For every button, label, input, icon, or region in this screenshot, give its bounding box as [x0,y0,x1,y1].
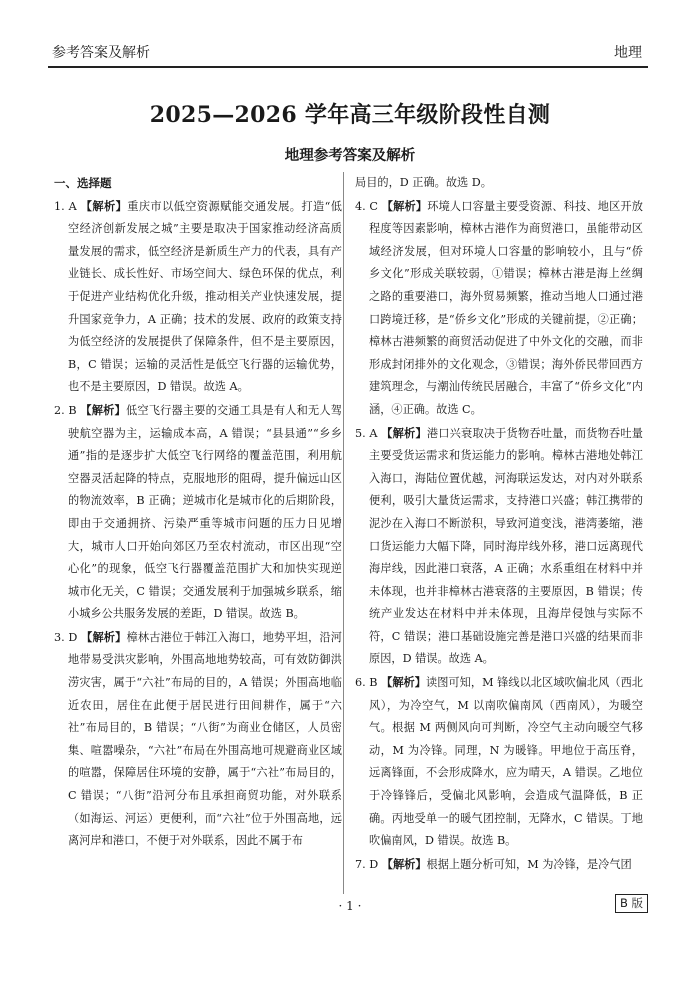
item-number: 1. A [54,199,77,213]
item-text: 环境人口容量主要受资源、科技、地区开放程度等因素影响，樟林古港作为商贸港口，虽能带动区域经济发展，但对环境人口容量的影响较小，且与“侨乡文化”形成关联较弱，①错误；樟林古港是海上丝绸之路的重要港口，海外贸易频繁，推动当地人口通过港口跨境迁移，是“侨乡文化”形成的关键前提，②正确；樟林古港频繁的商贸活动促进了中外文化的交融，而非形成封闭排外的文化观念，③错误；海外侨民带回西方建筑理念，与潮汕传统民居融合，丰富了“侨乡文化”内涵，④正确。故选 C。 [369,199,643,416]
item-tag: 【解析】 [381,425,427,440]
page-number: · 1 · [338,899,362,913]
item-number: 2. B [54,403,77,417]
right-column [355,172,643,876]
item-text: 樟林古港位于韩江入海口，地势平坦，沿河地带易受洪灾影响，外围高地地势较高，可有效防御洪涝灾害，属于“六社”布局的目的，A 错误；外围高地临近农田，居住在此便于居民进行田间耕作，属于“六社”布局目的，B 错误；“八街”为商业仓储区，人员密集、喧嚣噪杂，“六社”布局在外围高地可规避商业区域的喧嚣，保障居住环境的安静，属于“六社”布局目的，C 错误；“八街”沿河分布且承担商贸功能，对外联系（如海运、河运）更便利，而“六社”位于外围高地，远离河岸和港口，不便于对外联系，因此不属于布 [68,630,342,848]
item-number: 3. D [54,630,78,644]
header-left: 参考答案及解析 [52,45,150,61]
section-heading: 一、选择题 [54,176,112,190]
answer-item [54,399,342,626]
version-badge: B 版 [615,894,648,913]
page-header [52,42,642,66]
item-tag: 【解析】 [80,402,126,417]
answer-item [355,853,643,877]
page-title: 2025—2026 学年高三年级阶段性自测 [149,102,551,128]
item-number: 6. B [355,676,378,690]
continued-text: 局目的，D 正确。故选 D。 [355,176,492,189]
item-tag: 【解析】 [381,856,427,871]
column-divider [343,172,344,894]
answer-item [54,626,342,853]
item-text: 低空飞行器主要的交通工具是有人和无人驾驶航空器为主，运输成本高，A 错误；“县县通”“乡乡通”指的是逐步扩大低空飞行网络的覆盖范围，利用航空器灵活起降的特点，克服地形的阻碍，提升偏远山区的物流效率，B 正确；逆城市化是城市化的后期阶段，即由于交通拥挤、污染严重等城市问题的压力日见增大，城市人口开始向郊区乃至农村流动，市区出现“空心化”的现象，低空飞行器覆盖范围扩大和加快实现逆城市化无关，C 错误；交通发展利于加强城乡联系，缩小城乡公共服务发展的差距，D 错误。故选 B。 [68,403,342,621]
item-number: 5. A [355,426,378,440]
answer-item [355,671,643,853]
item-tag: 【解析】 [381,198,428,213]
item-number: 7. D [355,857,379,871]
item-text: 根据上题分析可知，M 为冷锋，是冷气团 [426,857,632,871]
left-column [54,172,342,853]
header-subject: 地理 [614,45,642,61]
answer-item [355,195,643,422]
answer-item [54,195,342,399]
item-tag: 【解析】 [80,198,128,213]
item-text: 重庆市以低空资源赋能交通发展。打造“低空经济创新发展之城”主要是取决于国家推动经济高质量发展的需求，低空经济是新质生产力的代表，具有产业链长、成长性好、市场空间大、绿色环保的优点，利于促进产业结构优化升级，推动相关产业快速发展，提升国家竞争力，A 正确；技术的发展、政府的政策支持为低空经济的发展提供了保障条件，但不是主要原因，B，C 错误；运输的灵活性是低空飞行器的运输优势，也不是主要原因，D 错误。故选 A。 [68,199,342,394]
item-text: 读图可知，M 锋线以北区域吹偏北风（西北风），为冷空气，M 以南吹偏南风（西南风），为暖空气。根据 M 两侧风向可判断，冷空气主动向暖空气移动，M 为冷锋。同理，N 为暖锋。甲地位于高压脊，远离锋面，不会形成降水，应为晴天，A 错误。乙地位于冷锋锋后，受偏北风影响，会造成气温降低，B 正确。丙地受单一的暖气团控制，无降水，C 错误。丁地吹偏南风，D 错误。故选 B。 [369,676,643,848]
item-tag: 【解析】 [81,629,127,644]
page-subtitle: 地理参考答案及解析 [284,148,416,164]
item-text: 港口兴衰取决于货物吞吐量，而货物吞吐量主要受货运需求和货运能力的影响。樟林古港地处韩江入海口，海陆位置优越，河海联运发达，对内对外联系便利，吸引大量货运需求，支持港口兴盛；韩江携带的泥沙在入海口不断淤积，导致河道变浅，港湾萎缩，港口货运能力大幅下降，同时海岸线外移，港口远离现代海岸线，因此港口衰落，A 正确；水系重组在材料中并未体现，也并非樟林古港衰落的主要原因，B 错误；传统产业发达在材料中并未体现，且海岸侵蚀与实际不符，C 错误；港口基础设施完善是港口兴盛的结果而非原因，D 错误。故选 A。 [369,426,643,666]
item-number: 4. C [355,199,378,213]
answer-item [355,422,643,672]
item-tag: 【解析】 [381,675,426,690]
header-rule [48,66,648,68]
